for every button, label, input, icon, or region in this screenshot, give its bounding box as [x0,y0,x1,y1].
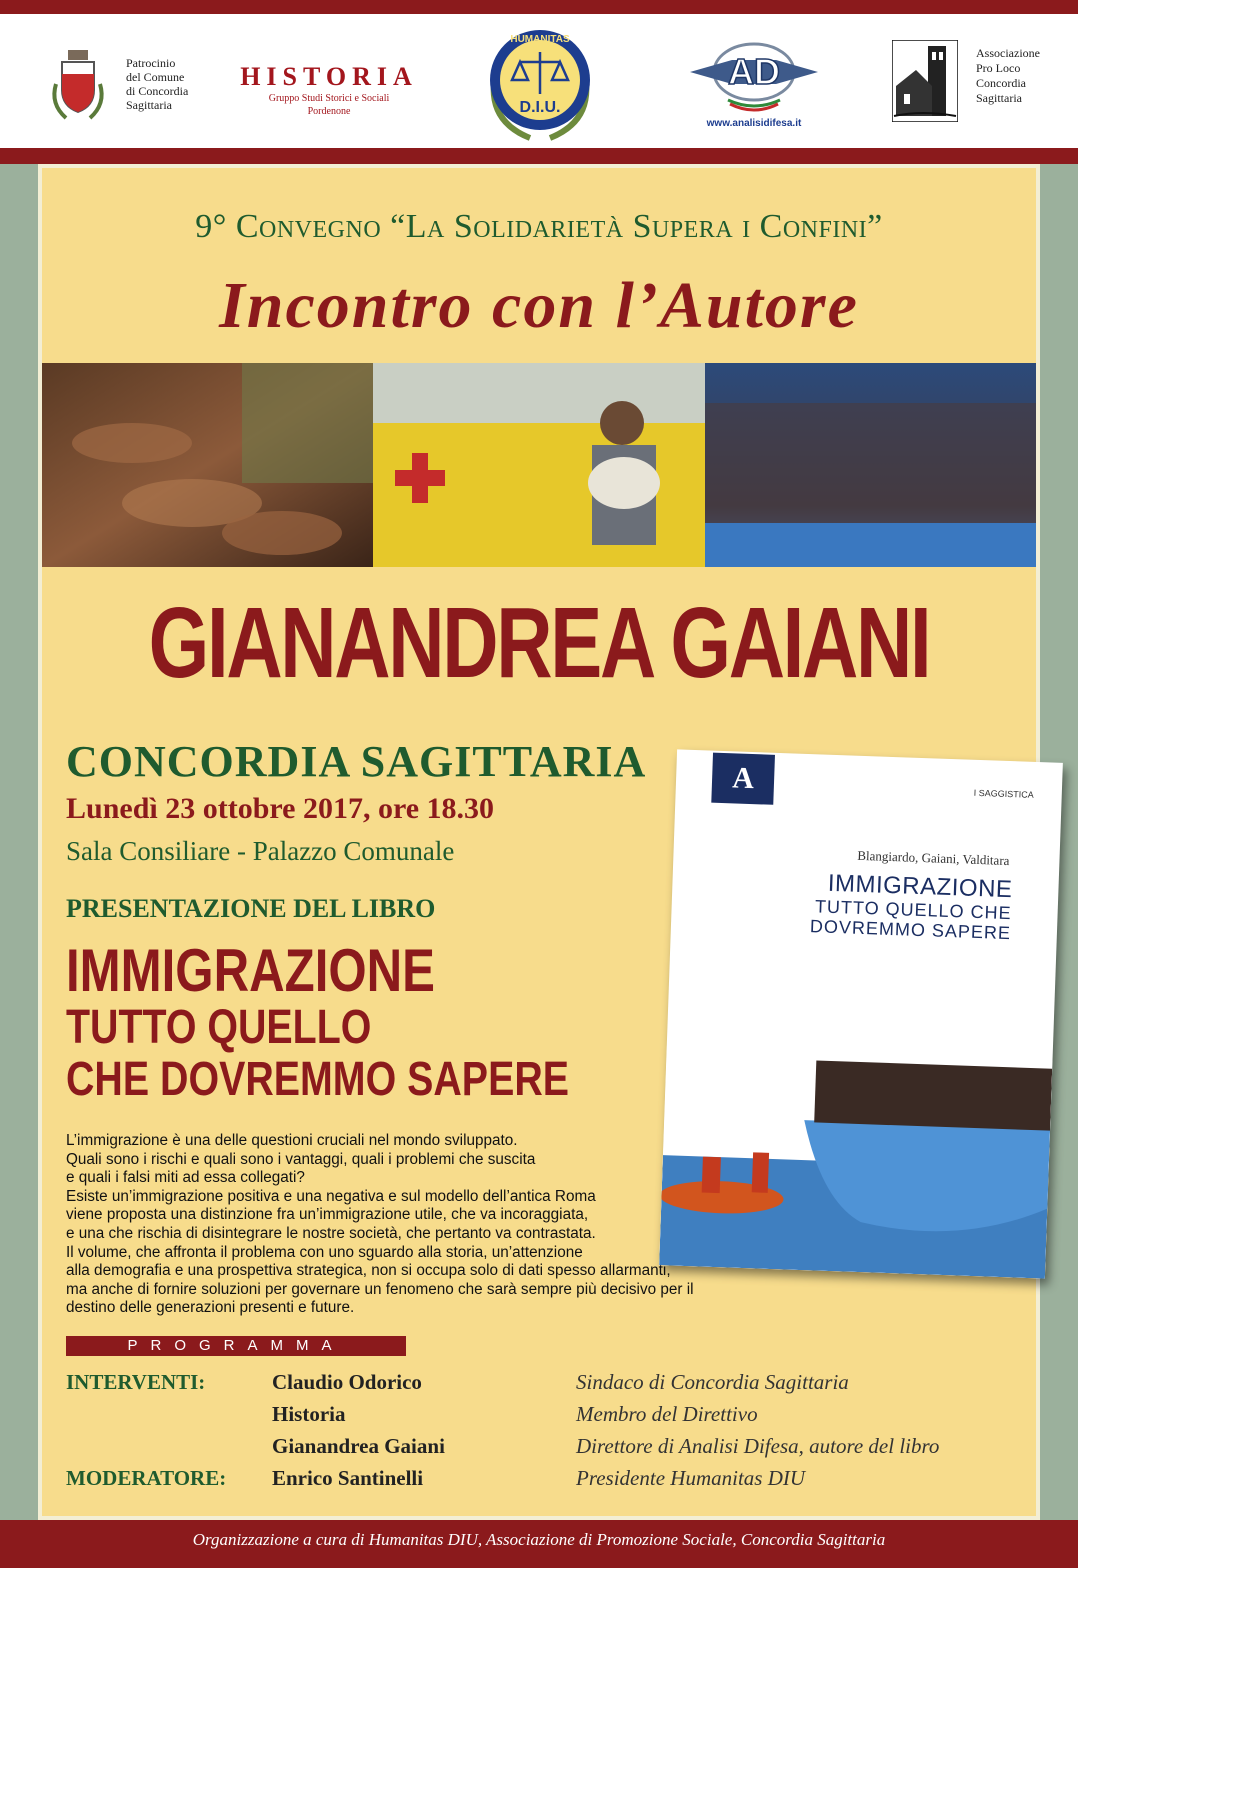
historia-subtitle: Gruppo Studi Storici e Sociali [268,93,390,104]
convegno-title: 9° Convegno “La Solidarietà Supera i Confini” [195,208,883,245]
event-city: CONCORDIA SAGITTARIA [66,737,647,786]
speaker-name: Claudio Odorico [272,1370,422,1394]
cover-title-line-3: DOVREMMO SAPERE [809,916,1012,944]
proloco-line: Concordia [976,76,1026,90]
cover-title-line-2: TUTTO QUELLO CHE [814,896,1012,924]
moderatore-label: MODERATORE: [66,1466,227,1490]
patrocinio-line: Sagittaria [126,98,172,112]
cover-authors: Blangiardo, Gaiani, Valditara [857,847,1010,869]
cover-series: I SAGGISTICA [973,787,1034,800]
speaker-name: Gianandrea Gaiani [272,1434,445,1458]
svg-text:AD: AD [728,51,780,92]
proloco-text [976,46,1040,106]
book-cover [659,749,1063,1278]
event-place: Sala Consiliare - Palazzo Comunale [66,836,455,866]
comune-crest-icon [46,44,110,124]
cover-title [671,865,1013,943]
cover-title-line-1: IMMIGRAZIONE [827,869,1013,904]
book-title [66,937,569,1106]
top-border [0,0,1078,14]
patrocinio-line: del Comune [126,70,185,84]
author-name: GIANANDREA GAIANI [148,587,930,699]
proloco-church-icon [892,40,958,122]
humanitas-logo-lettering: HUMANITAS [510,34,570,45]
proloco-line: Pro Loco [976,61,1021,75]
patrocinio-line: Patrocinio [126,56,176,70]
migrant-boat-photo [705,363,1036,567]
photo-strip [42,363,1036,567]
publisher-logo-icon: A [711,753,775,805]
historia-city: Pordenone [307,106,351,117]
incontro-title: Incontro con l’Autore [219,269,859,342]
header-divider [0,148,1078,164]
speaker-name: Historia [272,1402,346,1426]
historia-logo [240,62,418,118]
book-title-line-2: TUTTO QUELLO [66,1001,372,1054]
svg-text:www.analisidifesa.it: www.analisidifesa.it [706,118,802,128]
proloco-line: Associazione [976,46,1040,60]
humanitas-logo-icon [470,22,610,144]
hands-photo [42,363,373,567]
svg-text:D.I.U.: D.I.U. [519,99,561,116]
book-title-line-1: IMMIGRAZIONE [66,937,435,1004]
proloco-line: Sagittaria [976,91,1022,105]
speaker-role: Sindaco di Concordia Sagittaria [576,1370,849,1394]
speaker-role: Presidente Humanitas DIU [576,1466,806,1490]
speaker-name: Enrico Santinelli [272,1466,424,1490]
historia-name: HISTORIA [240,62,418,91]
book-title-line-3: CHE DOVREMMO SAPERE [66,1053,569,1106]
red-cross-tent-photo [373,363,705,567]
speaker-role: Membro del Direttivo [576,1402,758,1426]
event-date: Lunedì 23 ottobre 2017, ore 18.30 [66,792,495,825]
left-margin [0,164,38,1520]
programma-heading: PROGRAMMA [66,1336,406,1356]
speaker-role: Direttore di Analisi Difesa, autore del libro [576,1434,940,1458]
cover-boat-image [659,1045,1052,1278]
patrocinio-line: di Concordia [126,84,189,98]
patrocinio-text [126,56,188,112]
analisi-difesa-logo-icon [688,32,820,128]
presentation-label: PRESENTAZIONE DEL LIBRO [66,894,436,923]
book-description: L’immigrazione è una delle questioni cruciali nel mondo sviluppato. Quali sono i rischi e quali sono i vantaggi, quali i problemi che suscita e quali i falsi miti ad essa collegati? Esiste un’immigrazione positiva e una negativa e sul modello dell’antica Roma viene proposta una distinzione fra un’immigrazione utile, che va incoraggiata, e una che rischia di disintegrare le nostre società, che pertanto va contrastata. Il volume, che affronta il problema con uno sguardo alla storia, un’attenzione alla demografia e una prospettiva strategica, non si occupa solo di dati spesso allarmanti, ma anche di fornire soluzioni per governare un fenomeno che sarà sempre più decisivo per il destino delle generazioni presenti e future. [66,1132,694,1317]
footer-organizer: Organizzazione a cura di Humanitas DIU, Associazione di Promozione Sociale, Concordia Sagittaria [0,1520,1078,1568]
interventi-label: INTERVENTI: [66,1370,206,1394]
